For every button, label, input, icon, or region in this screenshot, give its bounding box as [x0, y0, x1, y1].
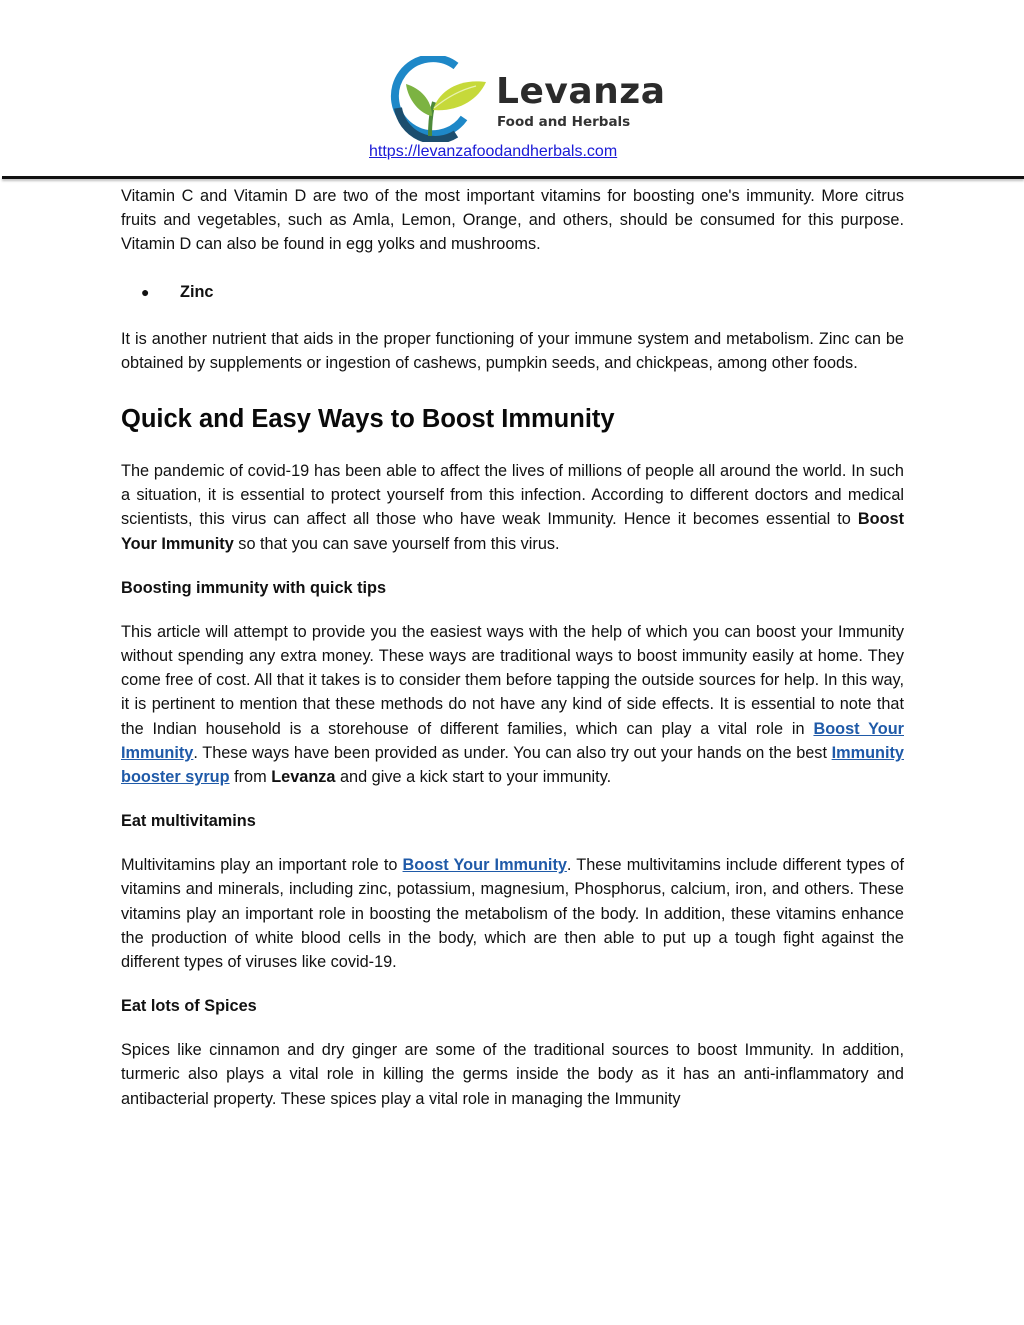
bullet-icon: ●: [141, 283, 150, 300]
brand-name: Levanza: [496, 71, 666, 112]
leaf-ring-logo-icon: [386, 56, 494, 142]
section-heading-main: Quick and Easy Ways to Boost Immunity: [121, 405, 615, 434]
paragraph-pandemic: [121, 459, 904, 556]
paragraph-tips: [121, 620, 904, 789]
text: . These multivitamins include different types of vitamins and minerals, including zinc, potassium, magnesium, Phosphorus, calcium, iron, and others. These vitamins play an important role in boosting the metabolism of the body. In addition, these vitamins enhance the production of white blood cells in the body, which are then able to put up a tough fight against the different types of viruses like covid-19.: [121, 856, 904, 972]
paragraph-spices: Spices like cinnamon and dry ginger are some of the traditional sources to boost Immunity. In addition, turmeric also plays a vital role in killing the germs inside the body as it has an anti-inflammatory and antibacterial property. These spices play a vital role in managing the Immunity: [121, 1041, 904, 1108]
text: The pandemic of covid-19 has been able to affect the lives of millions of people all around the world. In such a situation, it is essential to protect yourself from this infection. According to different doctors and medical scientists, this virus can affect all those who have weak Immunity. Hence it becomes essential to: [121, 462, 904, 529]
paragraph-zinc: It is another nutrient that aids in the proper functioning of your immune system and metabolism. Zinc can be obtained by supplements or ingestion of cashews, pumpkin seeds, and chickpeas, among other foods.: [121, 329, 904, 372]
subheading-spices: Eat lots of Spices: [121, 997, 257, 1016]
bold-text: Boost Your Immunity: [121, 510, 904, 553]
paragraph-vitamins: Vitamin C and Vitamin D are two of the most important vitamins for boosting one's immunity. More citrus fruits and vegetables, such as Amla, Lemon, Orange, and others, should be consumed for this purpose. Vitamin D can also be found in egg yolks and mushrooms.: [121, 187, 904, 254]
page-header: [0, 0, 1024, 185]
bullet-label: Zinc: [180, 282, 214, 301]
brand-tagline: Food and Herbals: [497, 114, 631, 130]
header-divider: [2, 176, 1024, 179]
text: so that you can save yourself from this virus.: [233, 534, 560, 553]
text: and give a kick start to your immunity.: [335, 768, 612, 787]
text: . These ways have been provided as under. You can also try out your hands on the best: [193, 743, 832, 762]
paragraph-multivitamins: [121, 853, 904, 974]
text: Multivitamins play an important role to: [121, 856, 403, 875]
text: from: [229, 768, 272, 787]
boost-immunity-link[interactable]: Boost Your Immunity: [121, 719, 904, 762]
subheading-multivitamins: Eat multivitamins: [121, 812, 256, 831]
subheading-quick-tips: Boosting immunity with quick tips: [121, 578, 387, 597]
bold-text: Levanza: [271, 768, 336, 787]
boost-immunity-link[interactable]: Boost Your Immunity: [402, 856, 567, 875]
website-link[interactable]: https://levanzafoodandherbals.com: [369, 143, 618, 160]
immunity-booster-syrup-link[interactable]: Immunity booster syrup: [121, 743, 904, 787]
document-body: [121, 184, 904, 1111]
levanza-logo[interactable]: [386, 56, 666, 142]
bullet-item-zinc: [121, 280, 904, 304]
text: This article will attempt to provide you the easiest ways with the help of which you can boost your Immunity without spending any extra money. These ways are traditional ways to boost immunity easily at home. They come free of cost. All that it takes is to consider them before tapping the outside sources for help. In this way, it is pertinent to mention that these methods do not have any kind of side effects. It is essential to note that the Indian household is a storehouse of different families, which can play a vital role in: [121, 622, 904, 738]
